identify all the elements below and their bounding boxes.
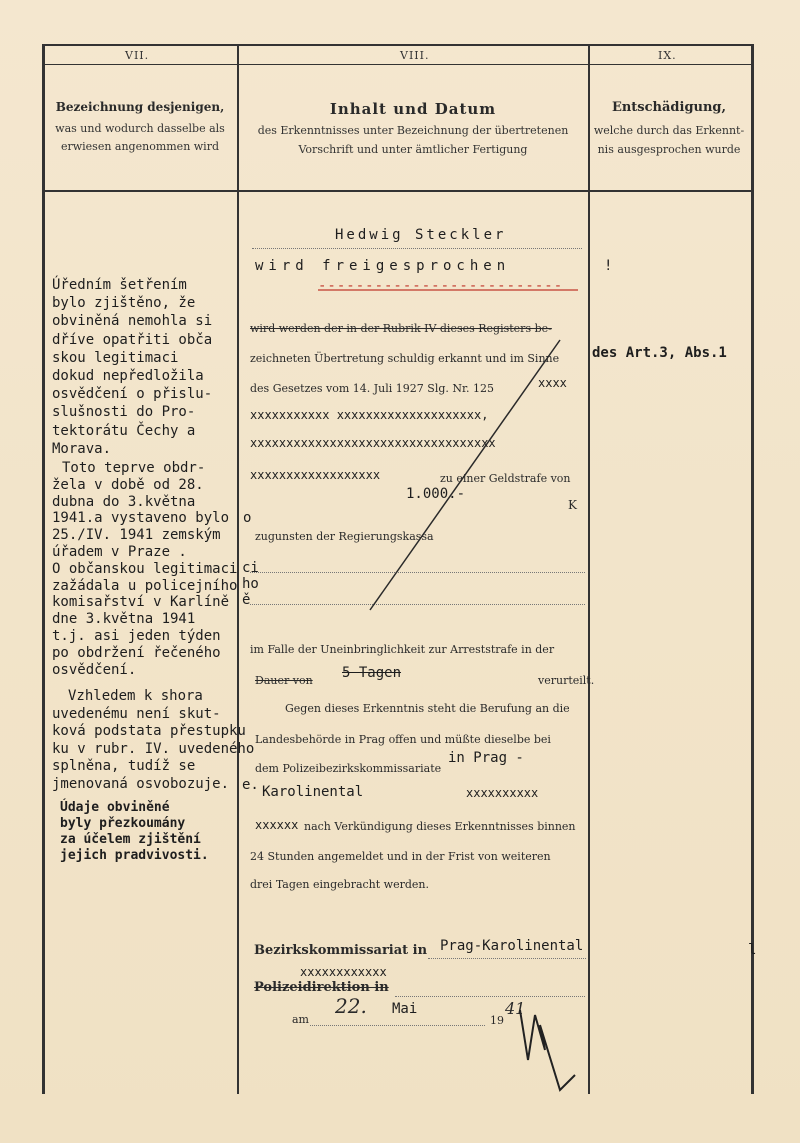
text-line: uvedenému není skut- xyxy=(52,705,221,722)
arrest-days: 5 Tagen xyxy=(342,665,402,681)
form-line-11: nach Verkündigung dieses Erkenntnisses binnen xyxy=(304,820,576,833)
overflow-ci: ci xyxy=(242,560,259,576)
overflow-e2: e. xyxy=(242,777,259,793)
date-am: am xyxy=(292,1013,309,1026)
text-line: osvědčení. xyxy=(52,661,137,678)
in-prag: in Prag - xyxy=(448,750,524,766)
text-line: zažádala u policejního xyxy=(52,577,238,594)
date-year: 41 xyxy=(505,999,526,1018)
text-line: úřadem v Praze . xyxy=(52,543,187,560)
text-line: dne 3.května 1941 xyxy=(52,611,196,628)
overflow-o: o xyxy=(243,510,252,526)
form-line-3: des Gesetzes vom 14. Juli 1927 Slg. Nr. 125 xyxy=(250,382,495,395)
form-line-6: im Falle der Uneinbringlichkeit zur Arreststrafe in der xyxy=(250,643,555,656)
currency-k: K xyxy=(568,498,577,512)
form-line-5: zugunsten der Regierungskassa xyxy=(255,530,434,543)
col-ix-line2: welche durch das Erkennt- xyxy=(593,124,745,137)
crossed-text-6: xxxxxx xyxy=(255,818,299,832)
text-line: ková podstata přestupku xyxy=(52,723,246,739)
text-line: Vzhledem k shora xyxy=(68,688,203,704)
text-line: dokud nepředložila xyxy=(52,368,204,385)
form-line-9: Landesbehörde in Prag offen und müßte dieselbe bei xyxy=(255,733,551,746)
text-line: jmenovaná osvobozuje. xyxy=(52,775,230,792)
text-line: 25./IV. 1941 zemským xyxy=(52,527,221,544)
crossed-text-4: xxxxxxxxxxxxxxxxxx xyxy=(250,468,381,482)
text-line: slušnosti do Pro- xyxy=(52,404,196,421)
form-line-12: 24 Stunden angemeldet und in der Frist von weiteren xyxy=(250,850,551,863)
crossed-text-1: xxxx xyxy=(538,376,567,390)
signature-office: Bezirkskommissariat in xyxy=(254,943,428,958)
col-viii-line3: Vorschrift und unter ämtlicher Fertigung xyxy=(298,143,528,156)
signature-place: Prag-Karolinental xyxy=(440,938,584,954)
text-line: bylo zjištěno, že xyxy=(52,295,196,312)
text-line: obviněná nemohla si xyxy=(52,313,213,330)
crossed-text-3: xxxxxxxxxxxxxxxxxxxxxxxxxxxxxxxxxx xyxy=(250,436,496,450)
karolinental: Karolinental xyxy=(262,784,364,800)
form-line-8: Gegen dieses Erkenntnis steht die Berufung an die xyxy=(285,702,570,715)
text-line: t.j. asi jeden týden xyxy=(52,627,221,644)
form-line-13: drei Tagen eingebracht werden. xyxy=(250,878,429,891)
overflow-l: l xyxy=(748,942,757,958)
form-line-2: zeichneten Übertretung schuldig erkannt und im Sinne xyxy=(250,352,560,365)
text-line: 1941.a vystaveno bylo xyxy=(52,510,230,527)
col-viii-title: Inhalt und Datum xyxy=(329,100,497,118)
text-line: Toto teprve obdr- xyxy=(62,460,206,476)
col-ix-title: Entschädigung, xyxy=(611,100,727,115)
text-line: dříve opatřiti obča xyxy=(52,331,213,348)
text-line: žela v době od 28. xyxy=(52,476,204,493)
text-line: splněna, tudíž se xyxy=(52,758,196,774)
fine-amount: 1.000.- xyxy=(406,486,466,502)
red-underline: -------------------------- xyxy=(318,278,564,294)
form-line-7a: Dauer von xyxy=(255,674,313,687)
date-year-prefix: 19 xyxy=(490,1014,504,1027)
date-month: Mai xyxy=(392,1001,418,1017)
text-line: Úředním šetřením xyxy=(52,277,187,293)
col-vii-title: Bezeichnung desjenigen, xyxy=(55,100,225,114)
col-ix-line3: nis ausgesprochen wurde xyxy=(597,143,741,156)
signature-office-struck: Polizeidirektion in xyxy=(254,980,389,995)
exclaim: ! xyxy=(604,258,613,274)
overflow-ho: ho xyxy=(242,576,259,592)
text-line: tektorátu Čechy a xyxy=(52,422,196,439)
overflow-e: ě xyxy=(242,592,251,608)
text-line: za účelem zjištění xyxy=(60,832,201,847)
crossed-text-5: xxxxxxxxxx xyxy=(466,786,539,800)
col-vii-line2: was und wodurch dasselbe als xyxy=(55,122,225,135)
text-line: Údaje obviněné xyxy=(60,800,170,815)
text-line: skou legitimaci xyxy=(52,349,179,366)
crossed-text-7: xxxxxxxxxxxx xyxy=(300,965,387,979)
text-line: ku v rubr. IV. uvedeného xyxy=(52,740,255,757)
col-ix-numeral: IX. xyxy=(658,49,677,62)
article-reference: des Art.3, Abs.1 xyxy=(592,345,727,361)
form-line-10: dem Polizeibezirkskommissariate xyxy=(255,762,442,775)
text-line: po obdržení řečeného xyxy=(52,644,221,661)
col-viii-line2: des Erkenntnisses unter Bezeichnung der übertretenen xyxy=(257,124,569,137)
accused-name: Hedwig Steckler xyxy=(335,227,507,243)
text-line: komisařství v Karlíně xyxy=(52,594,230,611)
verdict: wird freigesprochen xyxy=(255,258,511,274)
form-line-7b: verurteilt. xyxy=(538,674,595,687)
crossed-text-2: xxxxxxxxxxx xxxxxxxxxxxxxxxxxxxx, xyxy=(250,408,489,422)
col-vii-line3: erwiesen angenommen wird xyxy=(60,140,220,153)
text-line: osvědčení o přislu- xyxy=(52,386,213,403)
text-line: jejich pradvivosti. xyxy=(60,848,209,863)
col-viii-numeral: VIII. xyxy=(400,49,430,62)
form-line-4: zu einer Geldstrafe von xyxy=(440,472,571,485)
col-vii-numeral: VII. xyxy=(125,49,150,62)
date-day: 22. xyxy=(335,994,367,1018)
text-line: Morava. xyxy=(52,440,112,457)
form-line-1: wird werden der in der Rubrik IV dieses Registers be- xyxy=(250,322,552,335)
text-line: byly přezkoumány xyxy=(60,816,186,831)
text-line: O občanskou legitimaci xyxy=(52,560,238,577)
text-line: dubna do 3.května xyxy=(52,493,196,510)
